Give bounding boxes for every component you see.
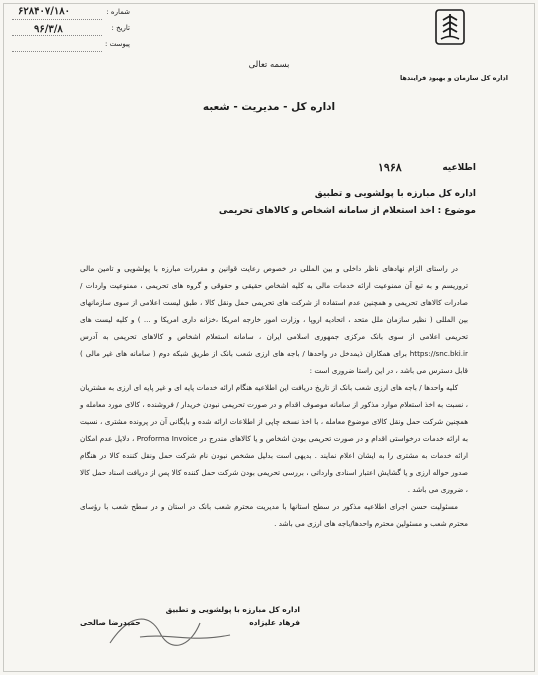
letter-date: ۹۶/۳/۸ [34, 24, 63, 35]
subject-label: موضوع : [437, 206, 476, 216]
recipient: اداره کل مبارزه با پولشویی و تطبیق [314, 189, 476, 199]
letter-meta-box [12, 6, 132, 54]
subject-line [219, 206, 476, 216]
letter-body [80, 260, 468, 532]
department-title: اداره کل - مدیریت - شعبه [202, 101, 336, 113]
signatory-left: حمیدرضا صالحی [80, 618, 141, 627]
number-line [12, 19, 102, 20]
org-name: اداره کل سازمان و بهبود فرایندها [399, 74, 508, 82]
date-label: تاریخ : [111, 24, 130, 32]
notice-label: اطلاعیه [442, 163, 476, 173]
attachment-label: پیوست : [105, 40, 130, 48]
signature-block [80, 603, 300, 629]
number-label: شماره : [106, 8, 130, 16]
body-paragraph-3: مسئولیت حسن اجرای اطلاعیه مذکور در سطح استانها با مدیریت محترم شعب بانک در استان و در سطح شعب با رؤسای محترم شعب و مسئولین محترم واحدها/باجه های ارزی می باشد . [80, 502, 468, 528]
signature-role: اداره کل مبارزه با پولشویی و تطبیق [165, 605, 300, 614]
handwritten-signature [80, 603, 300, 673]
body-paragraph-2: کلیه واحدها / باجه های ارزی شعب بانک از تاریخ دریافت این اطلاعیه هنگام ارائه خدمات پایه ای و غیر پایه ای ارزی به مشتریان ، نسبت به اخذ استعلام موارد مذکور از سامانه موصوف اقدام و در صورت تحریمی نبودن خریدار / فروشنده ، کالای مورد معامله و همچنین شرکت حمل ونقل کالای موضوع معامله ، با اخذ نسخه چاپی از اطلاعات ارائه شده و بایگانی آن در پرونده مشتری ، نسبت به ارائه خدمات درخواستی اقدام و در صورت تحریمی بودن اشخاص و یا کالاهای مندرج در Proforma Invoice ، دلایل عدم امکان ارائه خدمات به مشتری را به ایشان اعلام نمایند . بدیهی است بدلیل مشخص نبودن نام شرکت حمل ونقل کننده کالا در هنگام صدور حواله ارزی و یا گشایش اعتبار اسنادی وارداتی ، بررسی تحریمی بودن شرکت حمل کننده کالا پس از دریافت اسناد حمل کالا ، ضروری می باشد . [80, 383, 469, 494]
signatory-right: فرهاد علیزاده [249, 618, 300, 627]
bank-emblem-icon [434, 8, 466, 46]
bismillah: بسمه تعالی [248, 60, 290, 70]
body-paragraph-1: در راستای الزام نهادهای ناظر داخلی و بین المللی در خصوص رعایت قوانین و مقررات مبارزه با پولشویی و تامین مالی تروریسم و به تبع آن ممنوعیت ارائه خدمات مالی به کلیه اشخاص حقیقی و حقوقی و گروه های تحریمی ، ممنوعیت واردات / صادرات کالاهای تحریمی و همچنین عدم استفاده از شرکت های تحریمی حمل ونقل کالا ، طبق لیست اعلامی از سوی سازمانهای بین المللی ( نظیر سازمان ملل متحد ، اتحادیه اروپا ، وزارت امور خارجه امریکا ،خزانه داری امریکا و ... ) و کلیه لیست های تحریمی اعلامی از سوی بانک مرکزی جمهوری اسلامی ایران ، سامانه استعلام اشخاص و کالاهای تحریمی به آدرس https://snc.bki.ir برای همکاران ذیمدخل در واحدها / باجه های ارزی شعب بانک از طریق شبکه دوم ( سامانه های غیر مالی ) قابل دسترس می باشد ، در این راستا ضروری است : [80, 264, 468, 375]
subject-text: اخذ استعلام از سامانه اشخاص و کالاهای تحریمی [218, 206, 435, 216]
attachment-line [12, 51, 102, 52]
date-line [12, 35, 102, 36]
letter-number: ۶۲۸۴۰۷/۱۸۰ [18, 6, 70, 17]
notice-number: ۱۹۶۸ [378, 161, 402, 174]
